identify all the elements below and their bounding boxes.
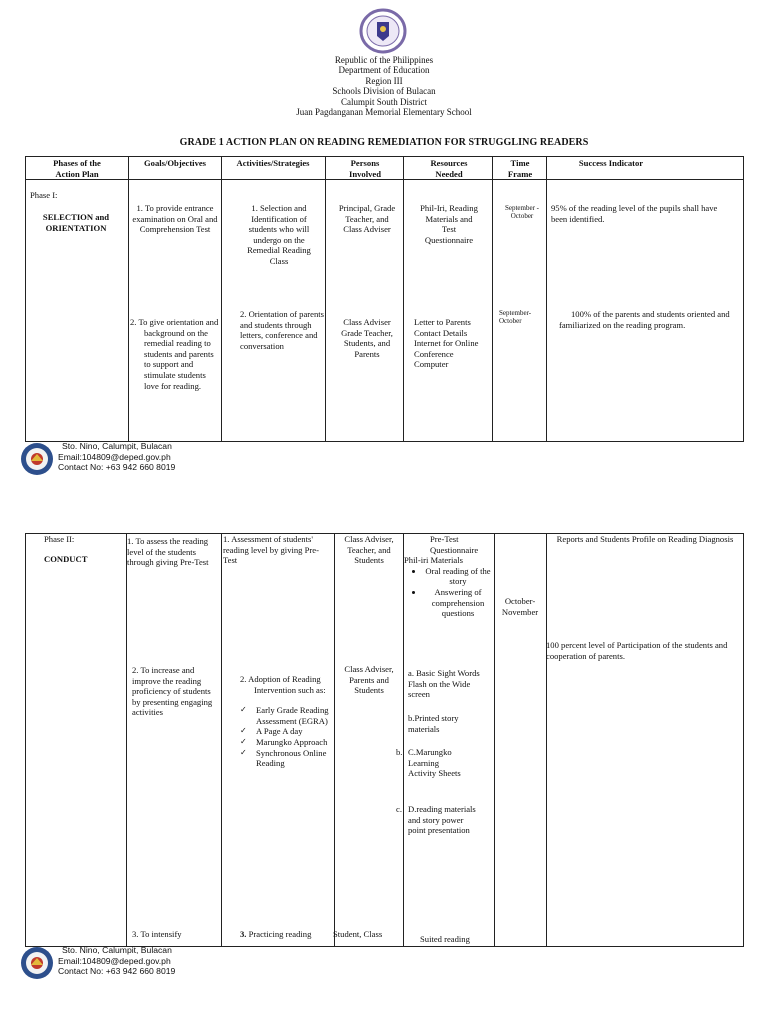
activity-cell bbox=[240, 929, 334, 940]
letterhead bbox=[0, 55, 768, 117]
footer-contact: Contact No: +63 942 660 8019 bbox=[58, 966, 176, 977]
activity-text: Practicing reading bbox=[248, 929, 312, 939]
resources-cell: Phil-Iri, Reading Materials and Test Questionnaire bbox=[420, 203, 478, 245]
header-line: Department of Education bbox=[338, 65, 430, 76]
intervention-list bbox=[240, 705, 332, 769]
action-plan-table-phase-1 bbox=[25, 156, 744, 442]
time-frame-cell: October- November bbox=[501, 596, 539, 617]
activity-number: 3. bbox=[240, 929, 247, 939]
action-plan-table-phase-2 bbox=[25, 533, 744, 947]
footer-address: Sto. Nino, Calumpit, Bulacan bbox=[62, 945, 172, 955]
column-header: Success Indicator bbox=[578, 158, 644, 168]
success-indicator-cell: 95% of the reading level of the pupils shall have been identified. bbox=[551, 203, 718, 224]
persons-cell: Class Adviser, Parents and Students bbox=[344, 664, 394, 696]
footer-email: Email:104809@deped.gov.ph bbox=[58, 451, 171, 462]
resources-cell: Letter to Parents Contact Details Internet for Online Conference Computer bbox=[414, 317, 479, 370]
footer-contact: Contact No: +63 942 660 8019 bbox=[58, 462, 176, 473]
school-logo bbox=[20, 442, 54, 476]
list-item: • Oral reading of the story bbox=[424, 566, 492, 587]
resources-cell bbox=[404, 534, 492, 619]
list-item: ✓ Marungko Approach bbox=[252, 737, 332, 748]
resources-cell: D.reading materials and story power point presentation bbox=[408, 804, 476, 836]
page-footer bbox=[20, 946, 240, 980]
activity-cell: 1. Assessment of students' reading level by giving Pre-Test bbox=[223, 534, 319, 566]
resources-cell: C.Marungko Learning Activity Sheets bbox=[408, 747, 461, 779]
success-indicator-cell: Reports and Students Profile on Reading Diagnosis bbox=[556, 534, 734, 544]
document-title: GRADE 1 ACTION PLAN ON READING REMEDIATION FOR STRUGGLING READERS bbox=[179, 137, 589, 148]
footer-address: Sto. Nino, Calumpit, Bulacan bbox=[62, 441, 172, 451]
phase-name: SELECTION and ORIENTATION bbox=[42, 212, 110, 233]
page-footer bbox=[20, 442, 240, 476]
column-header: Time Frame bbox=[507, 158, 533, 179]
phase-label: Phase II: bbox=[44, 534, 75, 544]
goal-cell: 2. To give orientation and background on the remedial reading to students and parents to support and stimulate students love for reading. bbox=[130, 317, 219, 391]
persons-cell: Class Adviser Grade Teacher, Students, and Parents bbox=[341, 317, 393, 359]
phase-name: CONDUCT bbox=[44, 554, 88, 564]
school-logo bbox=[20, 946, 54, 980]
header-line: Schools Division of Bulacan bbox=[332, 86, 436, 97]
goal-cell: 1. To provide entrance examination on Oral and Comprehension Test bbox=[132, 203, 218, 235]
activity-intro: 2. Adoption of Reading Intervention such as: bbox=[240, 674, 326, 695]
header-line: Juan Pagdanganan Memorial Elementary School bbox=[296, 107, 472, 118]
header-line: Republic of the Philippines bbox=[334, 55, 434, 65]
footer-email: Email:104809@deped.gov.ph bbox=[58, 955, 171, 966]
goal-cell: 1. To assess the reading level of the students through giving Pre-Test bbox=[127, 536, 209, 568]
column-header: Phases of the Action Plan bbox=[53, 158, 101, 179]
persons-cell: Student, Class bbox=[333, 929, 383, 939]
success-indicator-cell: 100% of the parents and students oriented and familiarized on the reading program. bbox=[559, 309, 730, 330]
persons-cell: Class Adviser, Teacher, and Students bbox=[344, 534, 394, 566]
list-item: ✓ Synchronous Online Reading bbox=[252, 748, 332, 769]
deped-seal-logo bbox=[355, 8, 411, 54]
list-item: ✓ A Page A day bbox=[252, 726, 332, 737]
persons-cell: Principal, Grade Teacher, and Class Adviser bbox=[338, 203, 396, 235]
column-header: Resources Needed bbox=[430, 158, 468, 179]
time-frame-cell: September- October bbox=[499, 309, 532, 325]
header-line: Calumpit South District bbox=[340, 96, 427, 107]
column-header: Persons Involved bbox=[349, 158, 381, 179]
resources-cell: a. Basic Sight Words Flash on the Wide screen bbox=[408, 668, 480, 700]
list-marker: c. bbox=[396, 804, 402, 814]
goal-cell: 3. To intensify bbox=[132, 929, 182, 939]
resources-cell: b.Printed story materials bbox=[408, 713, 459, 734]
success-indicator-cell: 100 percent level of Participation of the students and cooperation of parents. bbox=[546, 640, 728, 661]
list-item: ✓ Early Grade Reading Assessment (EGRA) bbox=[252, 705, 332, 726]
column-header: Goals/Objectives bbox=[143, 158, 207, 168]
activity-cell: 2. Orientation of parents and students through letters, conference and conversation bbox=[240, 309, 325, 351]
resources-subheading: Phil-iri Materials bbox=[404, 555, 463, 566]
resources-cell: Suited reading bbox=[420, 934, 470, 944]
activity-cell: 1. Selection and Identification of students who will undergo on the Remedial Reading Class bbox=[247, 203, 311, 266]
column-header: Activities/Strategies bbox=[236, 158, 310, 168]
phase-label: Phase I: bbox=[30, 190, 58, 200]
header-line: Region III bbox=[365, 75, 403, 86]
resources-heading: Pre-Test Questionnaire bbox=[430, 534, 479, 555]
resources-list bbox=[404, 566, 492, 619]
list-marker: b. bbox=[396, 747, 403, 757]
activity-cell bbox=[240, 674, 332, 769]
list-item: • Answering of comprehension questions bbox=[424, 587, 492, 619]
time-frame-cell: September -October bbox=[504, 204, 539, 220]
goal-cell: 2. To increase and improve the reading proficiency of students by presenting engaging activities bbox=[132, 665, 213, 718]
